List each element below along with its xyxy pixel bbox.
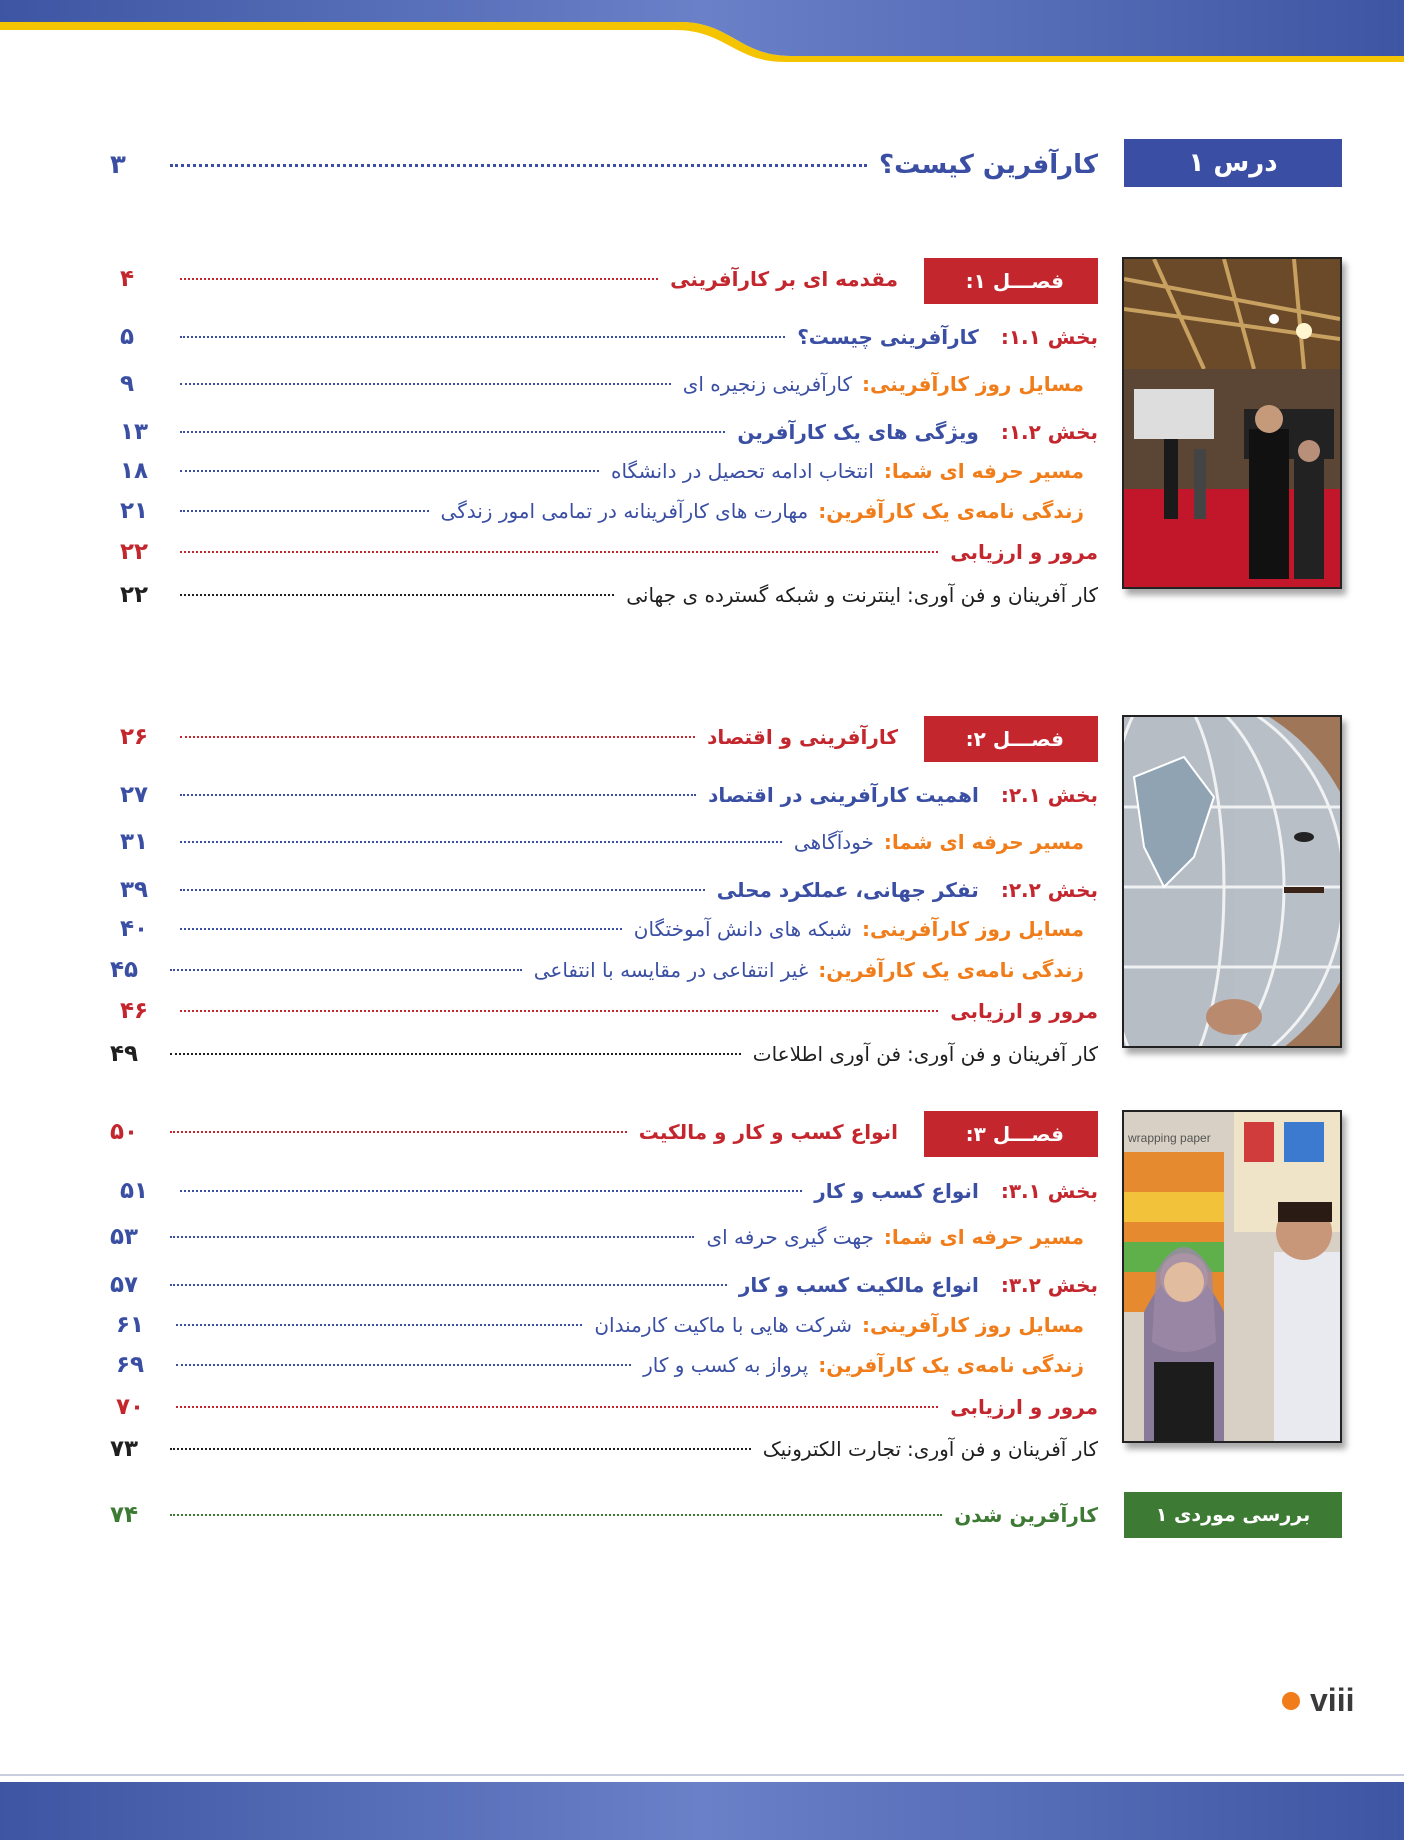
row-text: پرواز به کسب و کار bbox=[643, 1353, 809, 1377]
toc-row[interactable] bbox=[120, 580, 1098, 610]
row-text: جهت گیری حرفه ای bbox=[706, 1225, 874, 1249]
page-number: ۳۱ bbox=[120, 829, 149, 855]
leader-dots bbox=[180, 383, 671, 385]
toc-row[interactable] bbox=[120, 537, 1098, 567]
page-number: ۵۰ bbox=[110, 1119, 139, 1145]
toc-row[interactable] bbox=[120, 875, 1098, 905]
leader-dots bbox=[170, 1448, 751, 1450]
toc-row[interactable] bbox=[120, 780, 1098, 810]
leader-dots bbox=[180, 551, 938, 553]
leader-dots bbox=[180, 470, 599, 472]
leader-dots bbox=[180, 1190, 802, 1192]
toc-row[interactable] bbox=[120, 369, 1084, 399]
row-label: مسیر حرفه ای شما: bbox=[883, 1225, 1084, 1249]
toc-row[interactable] bbox=[120, 496, 1084, 526]
row-label: بخش ۱.۱: bbox=[1000, 325, 1098, 349]
page-number: ۳۹ bbox=[120, 877, 149, 903]
leader-dots bbox=[180, 336, 785, 338]
page-number: ۲۲ bbox=[120, 539, 149, 565]
row-text: مهارت های کارآفرینانه در تمامی امور زندگی bbox=[440, 499, 809, 523]
leader-dots bbox=[180, 594, 614, 596]
lesson-title: کارآفرین کیست؟ bbox=[879, 150, 1098, 180]
chapter-3-label: فصـــل ۳: bbox=[924, 1111, 1098, 1157]
chapter-title: انواع کسب و کار و مالکیت bbox=[638, 1120, 898, 1144]
page-number: ۱۸ bbox=[120, 458, 149, 484]
leader-dots bbox=[180, 841, 782, 843]
page-number: ۴۹ bbox=[110, 1041, 139, 1067]
row-text: تفکر جهانی، عملکرد محلی bbox=[716, 878, 979, 902]
page-number: ۴۵ bbox=[110, 957, 139, 983]
chapter-1-row[interactable] bbox=[120, 264, 898, 294]
toc-row[interactable] bbox=[110, 1222, 1084, 1252]
page-number: ۲۶ bbox=[120, 724, 149, 750]
toc-row[interactable] bbox=[120, 1176, 1098, 1206]
toc-row[interactable] bbox=[120, 417, 1098, 447]
page-footer-number bbox=[1282, 1682, 1354, 1719]
chapter-2-label: فصـــل ۲: bbox=[924, 716, 1098, 762]
row-label: بخش ۲.۱: bbox=[1000, 783, 1098, 807]
page-number: ۴۶ bbox=[120, 998, 149, 1024]
page-number: ۵۳ bbox=[110, 1224, 139, 1250]
row-text: اینترنت و شبکه گسترده ی جهانی bbox=[626, 583, 902, 607]
leader-dots bbox=[180, 1010, 938, 1012]
toc-row[interactable] bbox=[120, 322, 1098, 352]
leader-dots bbox=[180, 510, 429, 512]
toc-row[interactable] bbox=[110, 1270, 1098, 1300]
row-text: انواع کسب و کار bbox=[814, 1179, 979, 1203]
row-text: کارآفرینی زنجیره ای bbox=[682, 372, 853, 396]
page-number: ۷۰ bbox=[116, 1394, 145, 1420]
leader-dots bbox=[180, 431, 725, 433]
row-text: خودآگاهی bbox=[793, 830, 874, 854]
lesson-page: ۳ bbox=[110, 150, 126, 180]
row-text: غیر انتفاعی در مقایسه با انتفاعی bbox=[533, 958, 809, 982]
case-study-row[interactable] bbox=[110, 1500, 1098, 1530]
chapter-3-row[interactable] bbox=[110, 1117, 898, 1147]
leader-dots bbox=[180, 736, 695, 738]
leader-dots bbox=[176, 1406, 938, 1408]
footer-rule bbox=[0, 1774, 1404, 1776]
header-band bbox=[0, 0, 1404, 70]
leader-dots bbox=[170, 164, 867, 167]
leader-dots bbox=[170, 1236, 694, 1238]
leader-dots bbox=[176, 1324, 582, 1326]
leader-dots bbox=[180, 889, 705, 891]
row-text: شرکت هایی با ماکیت کارمندان bbox=[594, 1313, 853, 1337]
footer-band bbox=[0, 1782, 1404, 1840]
page-number: ۲۱ bbox=[120, 498, 149, 524]
toc-row[interactable] bbox=[110, 1039, 1098, 1069]
photo-exhibition bbox=[1122, 257, 1342, 589]
case-study-label: بررسی موردی ۱ bbox=[1124, 1492, 1342, 1538]
bullet-dot-icon bbox=[1282, 1692, 1300, 1710]
leader-dots bbox=[180, 794, 696, 796]
row-label: مرور و ارزیابی bbox=[950, 999, 1098, 1023]
toc-row[interactable] bbox=[110, 955, 1084, 985]
toc-row[interactable] bbox=[120, 827, 1084, 857]
page-number: ۵ bbox=[120, 324, 135, 350]
page-number-label: viii bbox=[1310, 1682, 1355, 1718]
page-number: ۲۷ bbox=[120, 782, 149, 808]
row-label: مرور و ارزیابی bbox=[950, 540, 1098, 564]
row-label: زندگی نامه‌ی یک کارآفرین: bbox=[818, 1353, 1084, 1377]
leader-dots bbox=[180, 278, 658, 280]
chapter-1-label: فصـــل ۱: bbox=[924, 258, 1098, 304]
page-number: ۷۳ bbox=[110, 1436, 139, 1462]
photo-globe bbox=[1122, 715, 1342, 1048]
row-label: بخش ۲.۲: bbox=[1000, 878, 1098, 902]
toc-row[interactable] bbox=[120, 456, 1084, 486]
row-text: کارآفرینی چیست؟ bbox=[797, 325, 979, 349]
row-label: مسیر حرفه ای شما: bbox=[883, 830, 1084, 854]
page-number: ۶۱ bbox=[116, 1312, 145, 1338]
photo-shop-owners bbox=[1122, 1110, 1342, 1443]
row-text: فن آوری اطلاعات bbox=[752, 1042, 902, 1066]
chapter-2-row[interactable] bbox=[120, 722, 898, 752]
chapter-title: کارآفرینی و اقتصاد bbox=[707, 725, 898, 749]
toc-row[interactable] bbox=[116, 1350, 1084, 1380]
chapter-title: مقدمه ای بر کارآفرینی bbox=[670, 267, 898, 291]
page-number: ۶۹ bbox=[116, 1352, 145, 1378]
row-label: بخش ۱.۲: bbox=[1000, 420, 1098, 444]
row-label: مسایل روز کارآفرینی: bbox=[862, 917, 1084, 941]
row-label: کار آفرینان و فن آوری: bbox=[907, 583, 1098, 607]
leader-dots bbox=[170, 1131, 627, 1133]
lesson-row bbox=[110, 150, 1098, 180]
toc-row[interactable] bbox=[116, 1392, 1098, 1422]
row-text: اهمیت کارآفرینی در اقتصاد bbox=[708, 783, 979, 807]
leader-dots bbox=[170, 1514, 942, 1516]
row-label: بخش ۳.۱: bbox=[1000, 1179, 1098, 1203]
leader-dots bbox=[176, 1364, 631, 1366]
row-text: انتخاب ادامه تحصیل در دانشگاه bbox=[610, 459, 874, 483]
page-number: ۲۲ bbox=[120, 582, 149, 608]
row-label: کار آفرینان و فن آوری: bbox=[907, 1042, 1098, 1066]
lesson-label: درس ۱ bbox=[1124, 139, 1342, 187]
page-number: ۹ bbox=[120, 371, 135, 397]
row-text: انواع مالکیت کسب و کار bbox=[738, 1273, 979, 1297]
row-label: مسایل روز کارآفرینی: bbox=[862, 372, 1084, 396]
toc-row[interactable] bbox=[120, 914, 1084, 944]
page-number: ۴۰ bbox=[120, 916, 149, 942]
page-number: ۱۳ bbox=[120, 419, 149, 445]
leader-dots bbox=[170, 1053, 741, 1055]
leader-dots bbox=[170, 969, 522, 971]
row-label: کار آفرینان و فن آوری: bbox=[907, 1437, 1098, 1461]
row-text: شبکه های دانش آموختگان bbox=[633, 917, 853, 941]
row-text: ویژگی های یک کارآفرین bbox=[737, 420, 979, 444]
row-label: زندگی نامه‌ی یک کارآفرین: bbox=[818, 499, 1084, 523]
row-text: تجارت الکترونیک bbox=[762, 1437, 902, 1461]
photo-sign-text: wrapping paper bbox=[1128, 1131, 1211, 1145]
row-label: مسیر حرفه ای شما: bbox=[883, 459, 1084, 483]
leader-dots bbox=[170, 1284, 727, 1286]
row-label: بخش ۳.۲: bbox=[1000, 1273, 1098, 1297]
row-label: مسایل روز کارآفرینی: bbox=[862, 1313, 1084, 1337]
toc-row[interactable] bbox=[120, 996, 1098, 1026]
page-number: ۵۱ bbox=[120, 1178, 149, 1204]
page-number: ۵۷ bbox=[110, 1272, 139, 1298]
leader-dots bbox=[180, 928, 622, 930]
page-number: ۷۴ bbox=[110, 1502, 139, 1528]
case-study-title: کارآفرین شدن bbox=[954, 1503, 1098, 1527]
toc-row[interactable] bbox=[116, 1310, 1084, 1340]
row-label: مرور و ارزیابی bbox=[950, 1395, 1098, 1419]
toc-row[interactable] bbox=[110, 1434, 1098, 1464]
row-label: زندگی نامه‌ی یک کارآفرین: bbox=[818, 958, 1084, 982]
page-number: ۴ bbox=[120, 266, 135, 292]
